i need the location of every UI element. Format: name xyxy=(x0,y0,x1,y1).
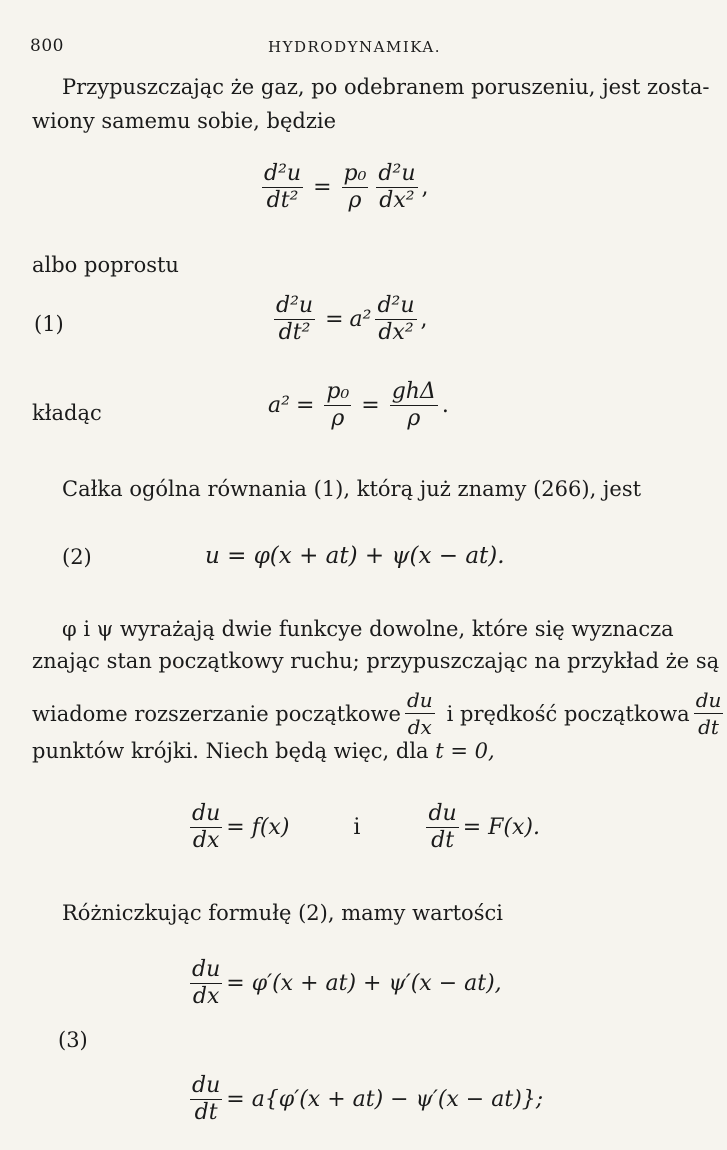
paragraph-3-line-4: punktów krójki. Niech będą więc, dla t = 0, xyxy=(32,739,495,763)
equation-wave-1: $\frac{\text{d²u}}{\text{dt²}}$ = $\frac{\text{p₀}}{\rho}$ $\frac{\text{d²u}}{\text{dx²}}$ , xyxy=(264,161,429,213)
fraction-d2u-dx2-b: $\frac{\text{d²u}}{\text{dx²}}$ xyxy=(377,293,415,345)
fraction-p0-rho: $\frac{\text{p₀}}{\rho}$ xyxy=(343,161,367,213)
equation-1: $\frac{\text{d²u}}{\text{dt²}}$ = a² $\frac{\text{d²u}}{\text{dx²}}$ , xyxy=(276,293,428,345)
equation-2: u = φ(x + at) + ψ(x − at). xyxy=(205,543,505,569)
albo-poprostu: albo poprostu xyxy=(32,253,179,277)
kladac-word: kładąc xyxy=(32,401,102,425)
fraction-d2u-dt2: $\frac{\text{d²u}}{\text{dt²}}$ xyxy=(264,161,302,213)
paragraph-3-line-3: wiadome rozszerzanie początkowe $\frac{du}{dx}$ i prędkość początkowa $\frac{du}{dt}$ xyxy=(32,688,722,739)
fraction-du-dx-b: $\frac{du}{dx}$ xyxy=(192,957,221,1009)
fraction-du-dt-b: $\frac{du}{dt}$ xyxy=(192,1073,221,1125)
fraction-d2u-dt2-b: $\frac{\text{d²u}}{\text{dt²}}$ xyxy=(276,293,314,345)
paragraph-1-line-1: Przypuszczając że gaz, po odebranem poruszeniu, jest zosta- xyxy=(62,75,710,99)
equation-3a: $\frac{du}{dx}$ = φ′(x + at) + ψ′(x − at), xyxy=(192,957,502,1009)
fraction-ghd-rho: $\frac{\text{ghΔ}}{\rho}$ xyxy=(391,379,436,431)
equation-3b: $\frac{du}{dt}$ = a{φ′(x + at) − ψ′(x − at)}; xyxy=(192,1073,544,1125)
fraction-du-dt-a: $\frac{du}{dt}$ xyxy=(428,801,457,853)
equation-label-2: (2) xyxy=(62,545,92,569)
running-title: HYDRODYNAMIKA. xyxy=(268,38,441,56)
equation-a-squared: a² = $\frac{\text{p₀}}{\rho}$ = $\frac{\text{ghΔ}}{\rho}$ . xyxy=(268,379,449,431)
fraction-du-dx-inline: $\frac{du}{dx}$ xyxy=(406,688,433,739)
paragraph-3-line-2: znając stan początkowy ruchu; przypuszczając na przykład że są xyxy=(32,649,720,673)
paragraph-2: Całka ogólna równania (1), którą już znamy (266), jest xyxy=(62,477,642,501)
paragraph-1-line-2: wiony samemu sobie, będzie xyxy=(32,109,337,133)
paragraph-4: Różniczkując formułę (2), mamy wartości xyxy=(62,901,503,925)
paragraph-3-line-1: φ i ψ wyrażają dwie funkcye dowolne, które się wyznacza xyxy=(62,617,674,641)
page-number: 800 xyxy=(30,36,64,56)
fraction-du-dx-a: $\frac{du}{dx}$ xyxy=(192,801,221,853)
fraction-du-dt-inline: $\frac{du}{dt}$ xyxy=(695,688,722,739)
fraction-p0-rho-b: $\frac{\text{p₀}}{\rho}$ xyxy=(326,379,350,431)
equation-label-3: (3) xyxy=(58,1028,88,1052)
fraction-d2u-dx2: $\frac{\text{d²u}}{\text{dx²}}$ xyxy=(378,161,416,213)
equation-initial-conditions: $\frac{du}{dx}$ = f(x) i $\frac{du}{dt}$ = F(x). xyxy=(192,801,540,853)
equation-label-1: (1) xyxy=(34,312,64,336)
